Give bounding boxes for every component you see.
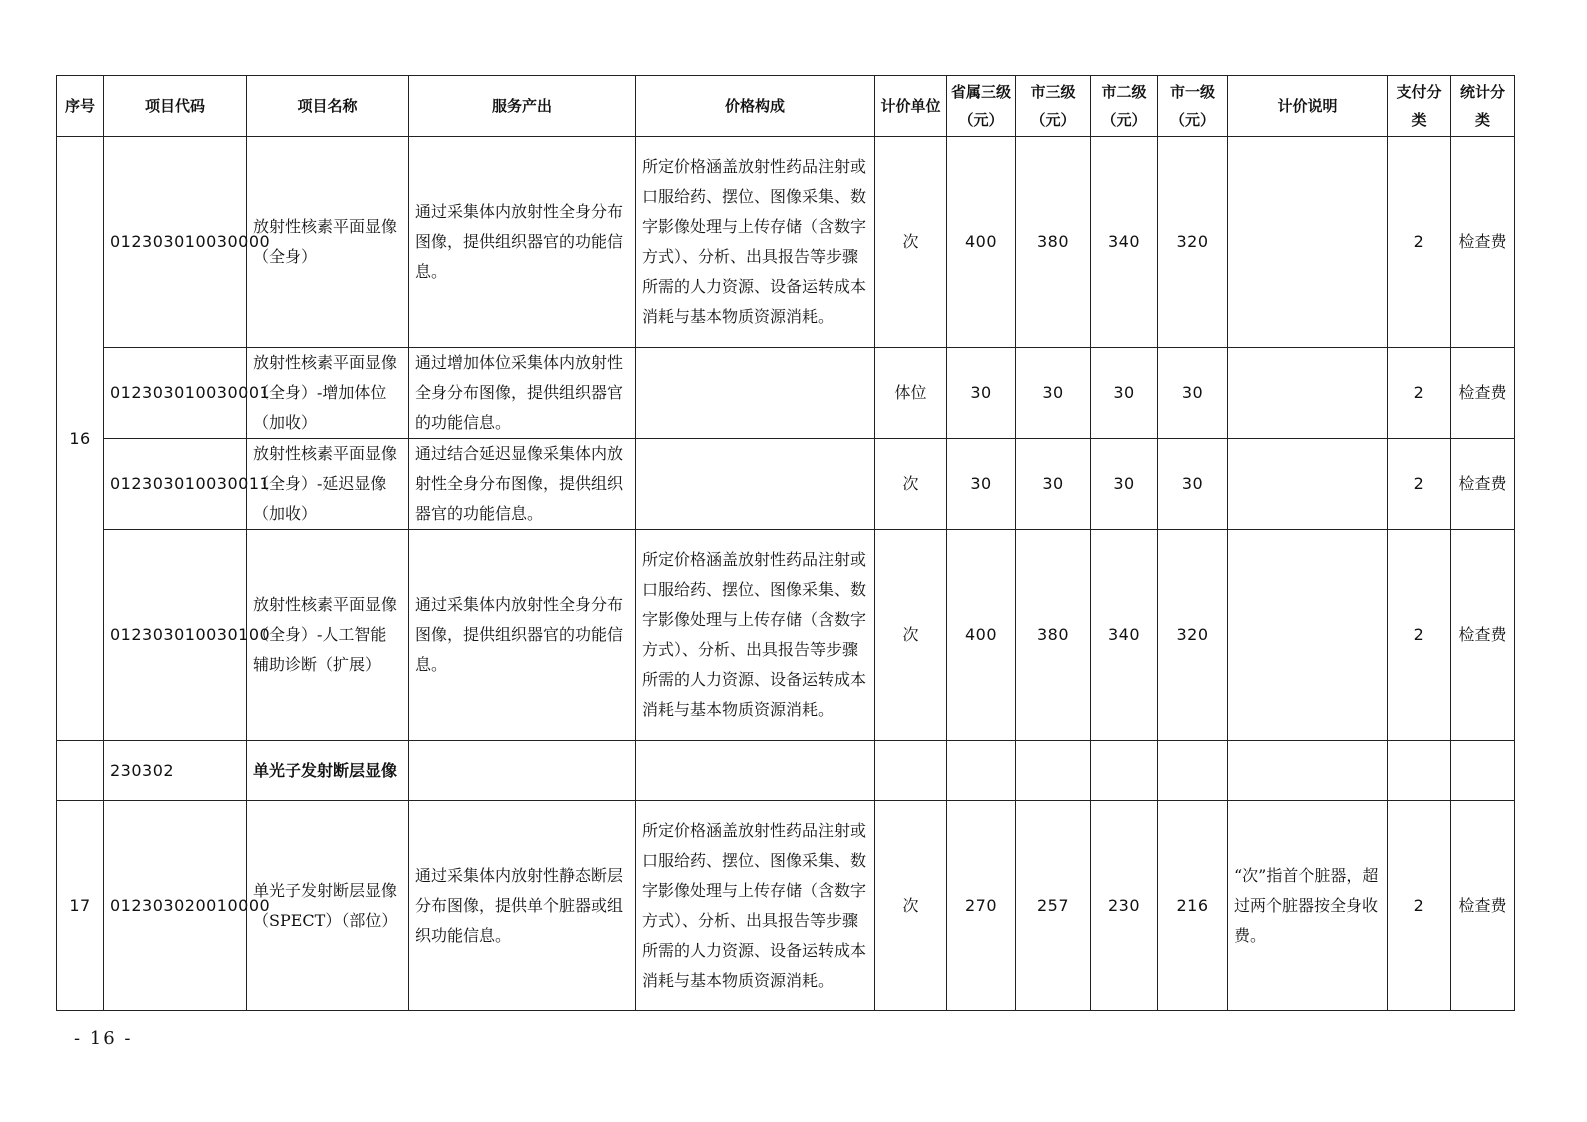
city2-price-cell: 230 [1091, 801, 1158, 1011]
empty-cell [1228, 741, 1388, 801]
header-stat: 统计分类 [1451, 76, 1515, 137]
header-city1: 市一级（元） [1158, 76, 1228, 137]
stat-cell: 检查费 [1451, 801, 1515, 1011]
prov-price-cell: 400 [947, 530, 1016, 741]
header-unit: 计价单位 [875, 76, 947, 137]
empty-cell [409, 741, 636, 801]
prov-price-cell: 270 [947, 801, 1016, 1011]
stat-cell: 检查费 [1451, 137, 1515, 348]
seq-cell: 16 [57, 137, 104, 741]
output-cell: 通过结合延迟显像采集体内放射性全身分布图像，提供组织器官的功能信息。 [409, 439, 636, 530]
price-table [56, 75, 1515, 1011]
note-cell [1228, 439, 1388, 530]
page-number: - 16 - [74, 1028, 133, 1049]
empty-cell [636, 741, 875, 801]
city1-price-cell: 320 [1158, 530, 1228, 741]
output-cell: 通过增加体位采集体内放射性全身分布图像，提供组织器官的功能信息。 [409, 348, 636, 439]
table-row [57, 801, 1515, 1011]
name-cell: 放射性核素平面显像（全身）-延迟显像（加收） [247, 439, 409, 530]
city3-price-cell: 30 [1016, 348, 1091, 439]
pay-cell: 2 [1388, 137, 1451, 348]
category-row [57, 741, 1515, 801]
city2-price-cell: 340 [1091, 530, 1158, 741]
code-cell: 012303010030011 [104, 439, 247, 530]
pay-cell: 2 [1388, 348, 1451, 439]
header-seq: 序号 [57, 76, 104, 137]
city3-price-cell: 257 [1016, 801, 1091, 1011]
city2-price-cell: 340 [1091, 137, 1158, 348]
output-cell: 通过采集体内放射性全身分布图像，提供组织器官的功能信息。 [409, 137, 636, 348]
category-seq-cell [57, 741, 104, 801]
prov-price-cell: 30 [947, 348, 1016, 439]
unit-cell: 次 [875, 439, 947, 530]
city3-price-cell: 380 [1016, 530, 1091, 741]
empty-cell [947, 741, 1016, 801]
stat-cell: 检查费 [1451, 439, 1515, 530]
table-header-row [57, 76, 1515, 137]
city1-price-cell: 320 [1158, 137, 1228, 348]
header-pay: 支付分类 [1388, 76, 1451, 137]
empty-cell [1016, 741, 1091, 801]
output-cell: 通过采集体内放射性全身分布图像，提供组织器官的功能信息。 [409, 530, 636, 741]
empty-cell [1091, 741, 1158, 801]
stat-cell: 检查费 [1451, 530, 1515, 741]
table-row [57, 137, 1515, 348]
header-code: 项目代码 [104, 76, 247, 137]
pay-cell: 2 [1388, 530, 1451, 741]
header-city2: 市二级（元） [1091, 76, 1158, 137]
note-cell: “次”指首个脏器，超过两个脏器按全身收费。 [1228, 801, 1388, 1011]
code-cell: 012303010030001 [104, 348, 247, 439]
empty-cell [1451, 741, 1515, 801]
header-prov: 省属三级（元） [947, 76, 1016, 137]
city1-price-cell: 216 [1158, 801, 1228, 1011]
header-note: 计价说明 [1228, 76, 1388, 137]
composition-cell [636, 348, 875, 439]
table-row [57, 439, 1515, 530]
category-code-cell: 230302 [104, 741, 247, 801]
empty-cell [1158, 741, 1228, 801]
pay-cell: 2 [1388, 439, 1451, 530]
name-cell: 放射性核素平面显像（全身） [247, 137, 409, 348]
city3-price-cell: 30 [1016, 439, 1091, 530]
stat-cell: 检查费 [1451, 348, 1515, 439]
seq-cell: 17 [57, 801, 104, 1011]
note-cell [1228, 530, 1388, 741]
city1-price-cell: 30 [1158, 348, 1228, 439]
empty-cell [1388, 741, 1451, 801]
name-cell: 单光子发射断层显像（SPECT）（部位） [247, 801, 409, 1011]
category-name-cell: 单光子发射断层显像 [247, 741, 409, 801]
unit-cell: 次 [875, 801, 947, 1011]
prov-price-cell: 30 [947, 439, 1016, 530]
name-cell: 放射性核素平面显像（全身）-人工智能辅助诊断（扩展） [247, 530, 409, 741]
header-output: 服务产出 [409, 76, 636, 137]
output-cell: 通过采集体内放射性静态断层分布图像，提供单个脏器或组织功能信息。 [409, 801, 636, 1011]
empty-cell [875, 741, 947, 801]
code-cell: 012303010030000 [104, 137, 247, 348]
prov-price-cell: 400 [947, 137, 1016, 348]
note-cell [1228, 348, 1388, 439]
unit-cell: 次 [875, 137, 947, 348]
unit-cell: 次 [875, 530, 947, 741]
code-cell: 012303020010000 [104, 801, 247, 1011]
header-city3: 市三级（元） [1016, 76, 1091, 137]
city2-price-cell: 30 [1091, 439, 1158, 530]
city2-price-cell: 30 [1091, 348, 1158, 439]
composition-cell [636, 439, 875, 530]
code-cell: 012303010030100 [104, 530, 247, 741]
pay-cell: 2 [1388, 801, 1451, 1011]
note-cell [1228, 137, 1388, 348]
header-name: 项目名称 [247, 76, 409, 137]
table-row [57, 530, 1515, 741]
composition-cell: 所定价格涵盖放射性药品注射或口服给药、摆位、图像采集、数字影像处理与上传存储（含数字方式）、分析、出具报告等步骤所需的人力资源、设备运转成本消耗与基本物质资源消耗。 [636, 137, 875, 348]
city3-price-cell: 380 [1016, 137, 1091, 348]
composition-cell: 所定价格涵盖放射性药品注射或口服给药、摆位、图像采集、数字影像处理与上传存储（含数字方式）、分析、出具报告等步骤所需的人力资源、设备运转成本消耗与基本物质资源消耗。 [636, 530, 875, 741]
header-composition: 价格构成 [636, 76, 875, 137]
table-row [57, 348, 1515, 439]
unit-cell: 体位 [875, 348, 947, 439]
city1-price-cell: 30 [1158, 439, 1228, 530]
composition-cell: 所定价格涵盖放射性药品注射或口服给药、摆位、图像采集、数字影像处理与上传存储（含数字方式）、分析、出具报告等步骤所需的人力资源、设备运转成本消耗与基本物质资源消耗。 [636, 801, 875, 1011]
name-cell: 放射性核素平面显像（全身）-增加体位（加收） [247, 348, 409, 439]
